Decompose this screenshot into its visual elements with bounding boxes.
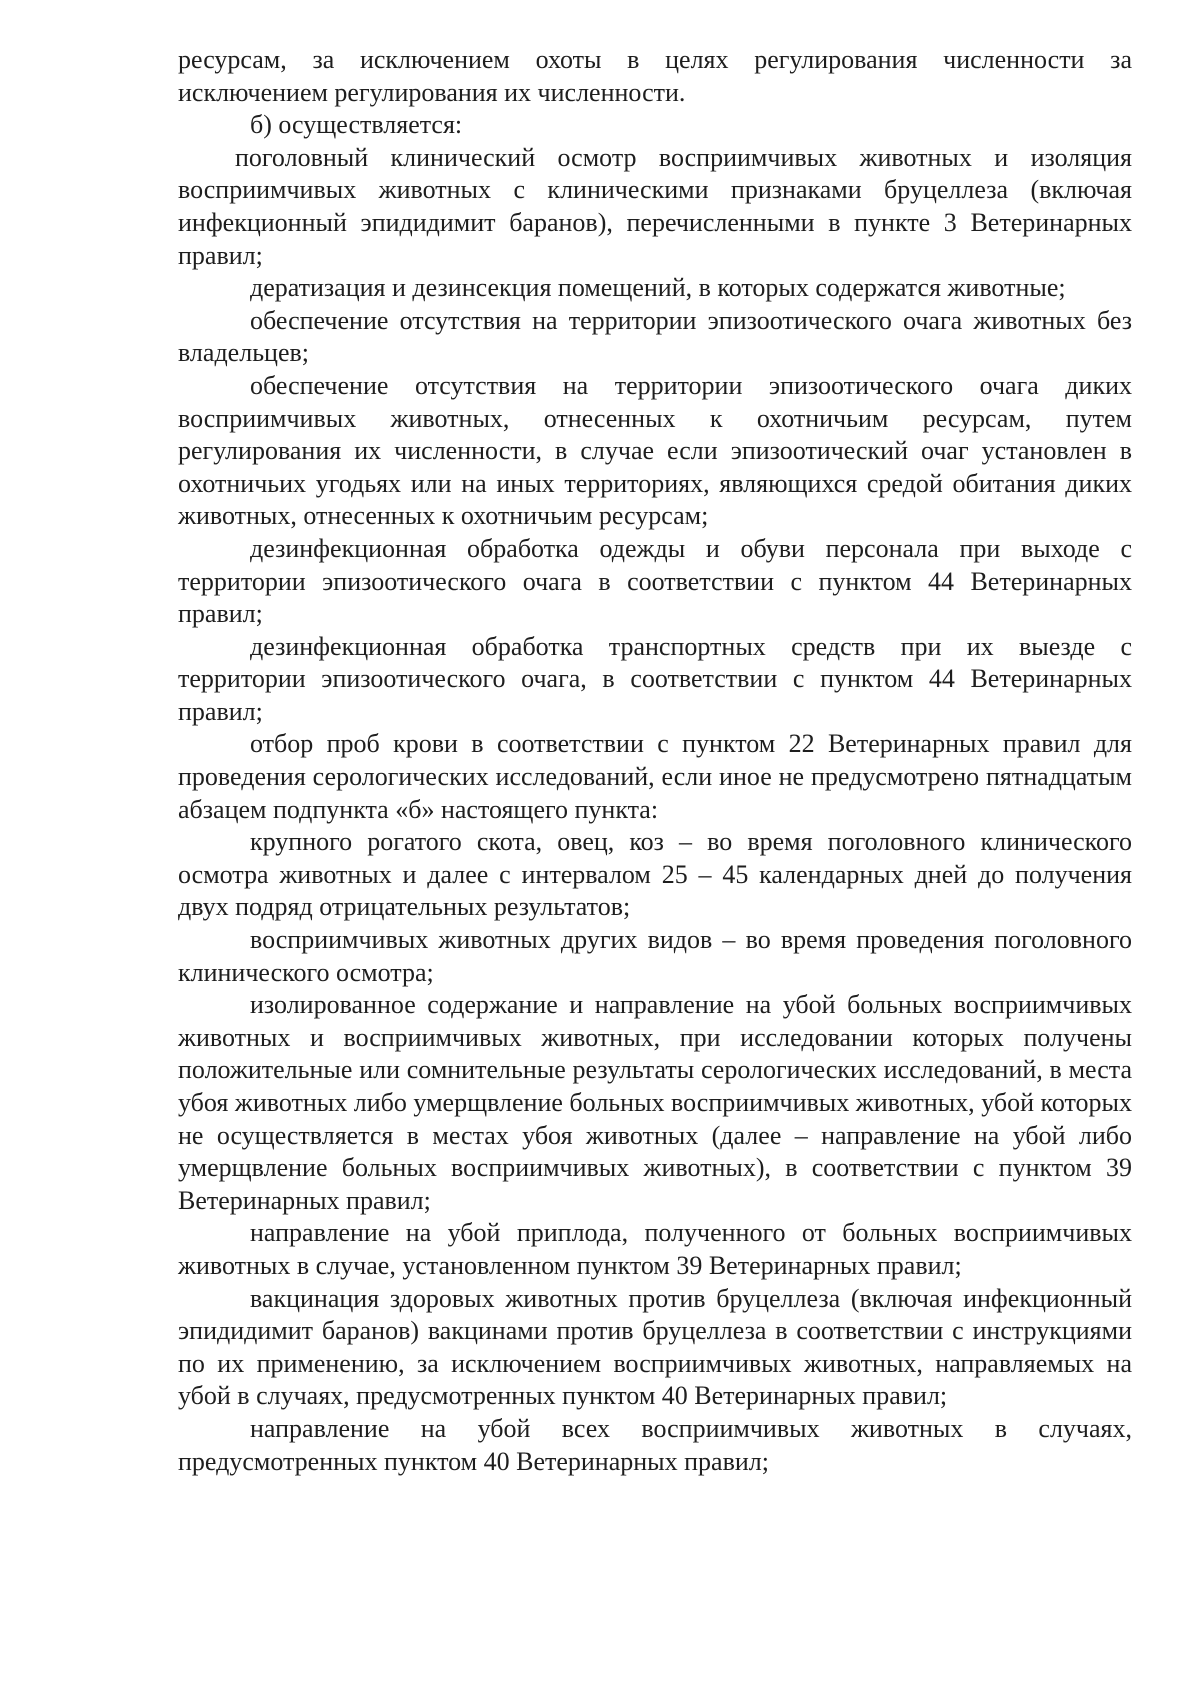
paragraph-other-species: восприимчивых животных других видов – во время проведения поголовного клинического осмотра; [178, 925, 1132, 987]
paragraph-clothing-disinfection: дезинфекционная обработка одежды и обуви персонала при выходе с территории эпизоотического очага в соответствии с пунктом 44 Ветеринарных правил; [178, 533, 1132, 629]
paragraph-blood-sampling: отбор проб крови в соответствии с пунктом 22 Ветеринарных правил для проведения серологических исследований, если иное не предусмотрено пятнадцатым абзацем подпункта «б» настоящего пункта: [178, 729, 1132, 824]
paragraph-stray-animals: обеспечение отсутствия на территории эпизоотического очага животных без владельцев; [178, 305, 1132, 368]
paragraph-deratization: дератизация и дезинсекция помещений, в которых содержатся животные; [250, 273, 1066, 303]
paragraph-offspring-slaughter: направление на убой приплода, полученного от больных восприимчивых животных в случае, установленном пунктом 39 Ветеринарных правил; [178, 1218, 1132, 1280]
paragraph-continuation: ресурсам, за исключением охоты в целях регулирования численности за исключением регулирования их численности. [178, 45, 1132, 107]
paragraph-all-animals-slaughter: направление на убой всех восприимчивых животных в случаях, предусмотренных пунктом 40 Ветеринарных правил; [178, 1413, 1132, 1476]
paragraph-subitem-b: б) осуществляется: [250, 110, 463, 140]
paragraph-vaccination: вакцинация здоровых животных против бруцеллеза (включая инфекционный эпидидимит баранов) вакцинами против бруцеллеза в соответствии с инструкциями по их применению, за исключением восприимчивых животных, направляемых на убой в случаях, предусмотренных пунктом 40 Ветеринарных правил; [178, 1283, 1132, 1411]
document-page [178, 44, 1132, 1478]
paragraph-isolation-slaughter: изолированное содержание и направление на убой больных восприимчивых животных и восприимчивых животных, при исследовании которых получены положительные или сомнительные результаты серологических исследований, в места убоя животных либо умерщвление больных восприимчивых животных, убой которых не осуществляется в местах убоя животных (далее – направление на убой либо умерщвление больных восприимчивых животных), в соответствии с пунктом 39 Ветеринарных правил; [178, 990, 1132, 1215]
paragraph-vehicle-disinfection: дезинфекционная обработка транспортных средств при их выезде с территории эпизоотического очага, в соответствии с пунктом 44 Ветеринарных правил; [178, 631, 1132, 726]
paragraph-clinical-inspection: поголовный клинический осмотр восприимчивых животных и изоляция восприимчивых животных с клиническими признаками бруцеллеза (включая инфекционный эпидидимит баранов), перечисленными в пункте 3 Ветеринарных правил; [178, 142, 1132, 270]
paragraph-cattle-sheep-goats: крупного рогатого скота, овец, коз – во время поголовного клинического осмотра животных и далее с интервалом 25 – 45 календарных дней до получения двух подряд отрицательных результатов; [178, 827, 1132, 922]
paragraph-wild-animals: обеспечение отсутствия на территории эпизоотического очага диких восприимчивых животных, отнесенных к охотничьим ресурсам, путем регулирования их численности, в случае если эпизоотический очаг установлен в охотничьих угодьях или на иных территориях, являющихся средой обитания диких животных, отнесенных к охотничьим ресурсам; [178, 370, 1132, 531]
